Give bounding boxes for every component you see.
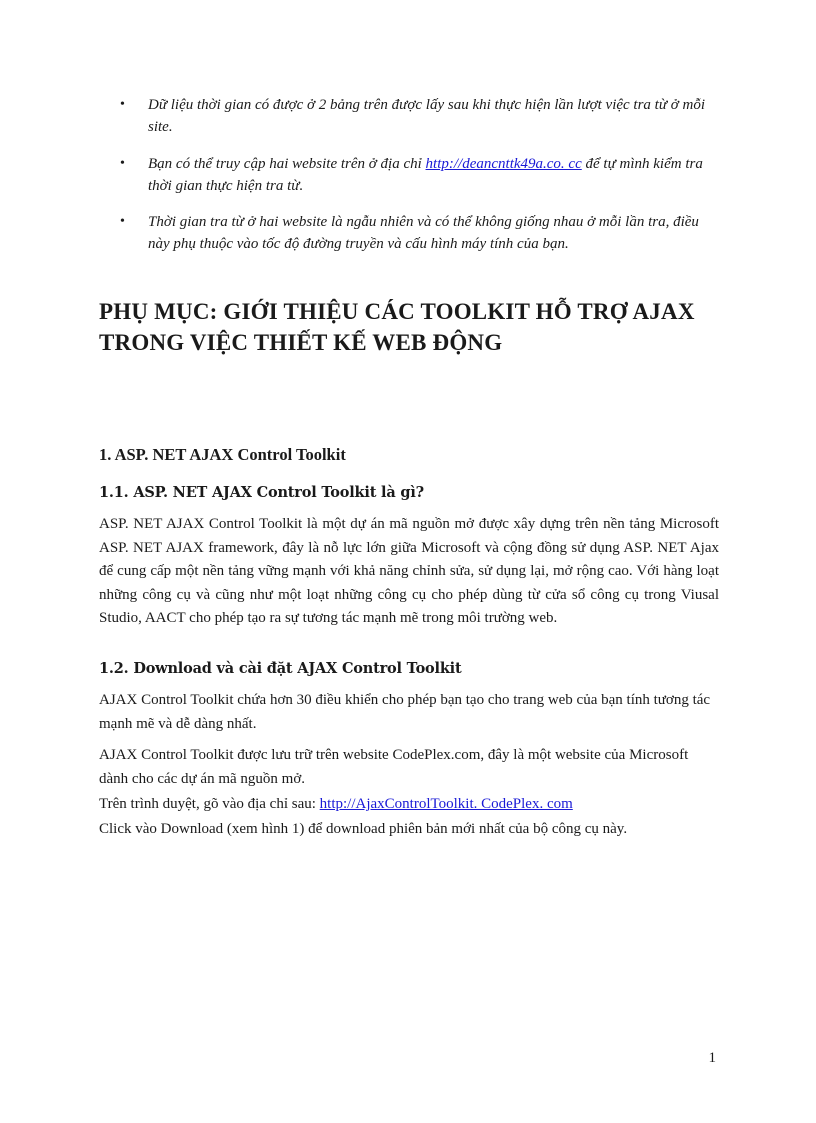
codeplex-paragraph: AJAX Control Toolkit được lưu trữ trên website CodePlex.com, đây là một website của Microsoft dành cho các dự án mã nguồn mở.: [99, 747, 689, 787]
section-heading: 1. ASP. NET AJAX Control Toolkit: [99, 445, 346, 464]
bullet-icon: •: [120, 97, 125, 112]
toolkit-description-paragraph: ASP. NET AJAX Control Toolkit là một dự án mã nguồn mở được xây dựng trên nền tảng Microsoft ASP. NET AJAX framework, đây là nỗ lực lớn giữa Microsoft và cộng đồng sử dụng ASP. NET Ajax để cung cấp một nền tảng vững mạnh với khả năng chỉnh sửa, sử dụng lại, mở rộng cao. Với hàng loạt những công cụ và cũng như một loạt những công cụ cho phép dùng từ cửa sổ công cụ trong Viusal Studio, AACT cho phép tạo ra sự tương tác mạnh mẽ trong môi trường web.: [99, 516, 719, 626]
note-text-after-link: để tự mình kiểm tra thời gian thực hiện tra từ.: [148, 156, 703, 194]
controls-count-paragraph: AJAX Control Toolkit chứa hơn 30 điều khiển cho phép bạn tạo cho trang web của bạn tính tương tác mạnh mẽ và dễ dàng nhất.: [99, 692, 711, 732]
subsection-heading-what-is: 1.1. ASP. NET AJAX Control Toolkit là gì?: [99, 484, 424, 501]
subsection-heading-download: 1.2. Download và cài đặt AJAX Control Toolkit: [99, 660, 462, 677]
note-item: [120, 153, 720, 197]
note-item: [120, 94, 720, 138]
download-instruction-paragraph: Click vào Download (xem hình 1) để download phiên bản mới nhất của bộ công cụ này.: [99, 821, 628, 837]
browser-instruction: [99, 793, 719, 817]
note-text-before-link: Bạn có thể truy cập hai website trên ở địa chỉ: [148, 156, 426, 172]
note-item: [120, 211, 720, 255]
website-link[interactable]: http://deancnttk49a.co. cc: [425, 156, 582, 172]
page-number: 1: [708, 1050, 716, 1066]
note-text: Dữ liệu thời gian có được ở 2 bảng trên được lấy sau khi thực hiện lần lượt việc tra từ ở mỗi site.: [148, 97, 706, 135]
bullet-icon: •: [120, 156, 125, 171]
codeplex-link[interactable]: http://AjaxControlToolkit. CodePlex. com: [319, 796, 573, 812]
appendix-title: PHỤ MỤC: GIỚI THIỆU CÁC TOOLKIT HỖ TRỢ AJAX TRONG VIỆC THIẾT KẾ WEB ĐỘNG: [99, 299, 695, 355]
browser-instruction-text: Trên trình duyệt, gõ vào địa chỉ sau:: [99, 796, 320, 812]
notes-list: [120, 94, 720, 270]
bullet-icon: •: [120, 214, 125, 229]
note-text: Thời gian tra từ ở hai website là ngẫu nhiên và có thể không giống nhau ở mỗi lần tra, điều này phụ thuộc vào tốc độ đường truyền và cấu hình máy tính của bạn.: [148, 214, 699, 252]
